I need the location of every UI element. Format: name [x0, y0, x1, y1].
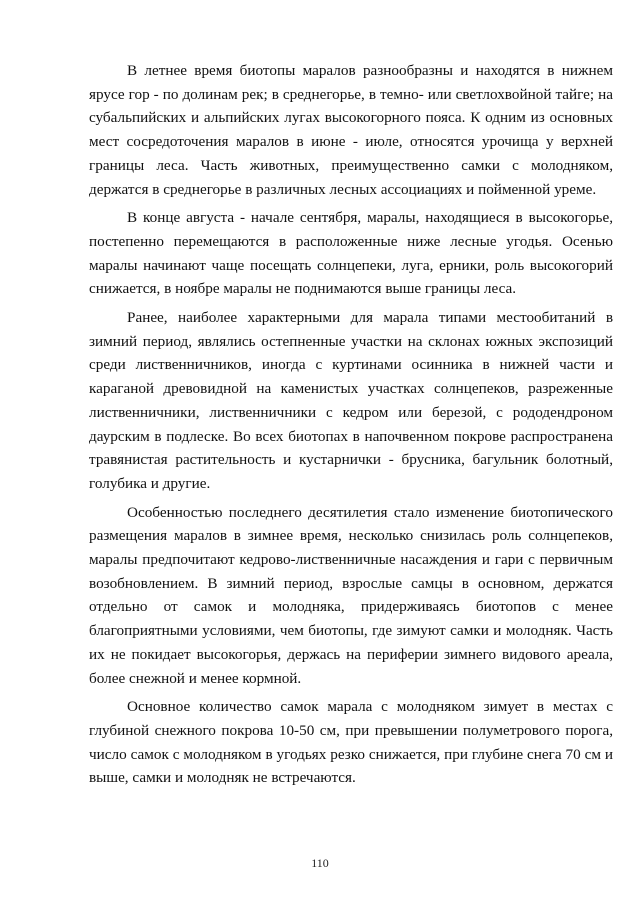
page-number: 110 [311, 856, 329, 870]
paragraph-2: В конце августа - начале сентября, маралы, находящиеся в высокогорье, постепенно перемещаются в расположенные ниже лесные угодья. Осенью маралы начинают чаще посещать солнцепеки, луга, ерники, роль высокогорий снижается, в ноябре маралы не поднимаются выше границы леса. [89, 209, 613, 298]
paragraph-3: Ранее, наиболее характерными для марала типами местообитаний в зимний период, являлись остепненные участки на склонах южных экспозиций среди лиственничников, иногда с куртинами осинника в нижней части и караганой древовидной на каменистых участках солнцепеков, разреженные лиственничники, лиственничники с кедром или березой, с рододендроном даурским в подлеске. Во всех биотопах в напочвенном покрове распространена травянистая растительность и кустарнички - брусника, багульник болотный, голубика и другие. [89, 309, 613, 492]
body-text [89, 59, 613, 790]
paragraph-4: Особенностью последнего десятилетия стало изменение биотопического размещения маралов в зимнее время, несколько снизилась роль солнцепеков, маралы предпочитают кедрово-лиственничные насаждения и гари с первичным возобновлением. В зимний период, взрослые самцы в основном, держатся отдельно от самок и молодняка, придерживаясь биотопов с менее благоприятными условиями, чем биотопы, где зимуют самки и молодняк. Часть их не покидает высокогорья, держась на периферии зимнего видового ареала, более снежной и менее кормной. [89, 503, 613, 687]
paragraph-1: В летнее время биотопы маралов разнообразны и находятся в нижнем ярусе гор - по долинам рек; в среднегорье, в темно- или светлохвойной тайге; на субальпийских и альпийских лугах высокогорного пояса. К одним из основных мест сосредоточения маралов в июне - июле, относятся урочища у верхней границы леса. Часть животных, преимущественно самки с молодняком, держатся в среднегорье в различных лесных ассоциациях и пойменной уреме. [89, 62, 613, 198]
paragraph-5: Основное количество самок марала с молодняком зимует в местах с глубиной снежного покрова 10-50 см, при превышении полуметрового порога, число самок с молодняком в угодьях резко снижается, при глубине снега 70 см и выше, самки и молодняк не встречаются. [89, 698, 613, 787]
